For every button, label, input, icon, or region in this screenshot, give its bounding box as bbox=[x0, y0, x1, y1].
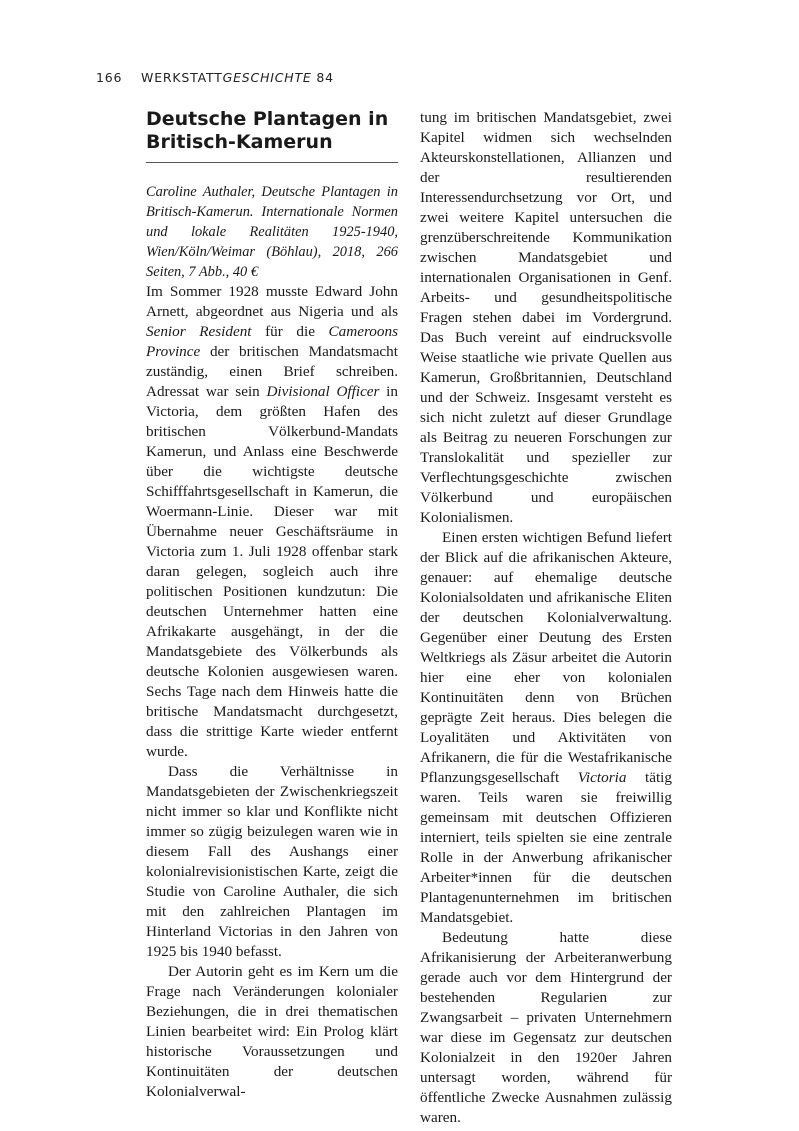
right-column bbox=[420, 108, 672, 1128]
title-rule bbox=[146, 162, 398, 163]
p1-em-divisional-officer: Divisional Officer bbox=[266, 383, 380, 400]
p4-text-a: Einen ersten wichtigen Befund liefert der Blick auf die afrikanischen Akteure, genauer: auf ehemalige deutsche Kolonialsoldaten und afrikanische Eliten der deutschen Kolonialverwaltung. Gegenüber einer Deutung des Ersten Weltkriegs als Zäsur arbeitet die Autorin hier eine eher von kolonialen Kontinuitäten denn von Brüchen geprägte Zeit heraus. Dies belegen die Loyalitäten und Aktivitäten von Afrikanern, die für die Westafrikanische Pflanzungsgesellschaft bbox=[420, 529, 672, 786]
paragraph-1 bbox=[146, 282, 398, 762]
review-citation: Caroline Authaler, Deutsche Plantagen in Britisch-Kamerun. Internationale Normen und lokale Realitäten 1925-1940, Wien/Köln/Weimar (Böhlau), 2018, 266 Seiten, 7 Abb., 40 € bbox=[146, 184, 398, 280]
p1-text-d: in Victoria, dem größten Hafen des britischen Völkerbund-Mandats Kamerun, und Anlass eine Beschwerde über die wichtigste deutsche Schifffahrtsgesellschaft in Kamerun, die Woermann-Linie. Dieser war mit Übernahme neuer Geschäftsräume in Victoria zum 1. Juli 1928 offenbar stark daran gelegen, sogleich auch ihre politischen Positionen kundzutun: Die deutschen Unternehmer hatten eine Afrikakarte ausgehängt, in der die Mandatsgebiete des Völkerbunds als deutsche Kolonien ausgewiesen waren. Sechs Tage nach dem Hinweis hatte die britische Mandatsmacht durchgesetzt, dass die strittige Karte wieder entfernt wurde. bbox=[146, 383, 398, 760]
running-head bbox=[96, 70, 334, 85]
p1-text-b: für die bbox=[251, 323, 329, 340]
article-title bbox=[146, 108, 398, 154]
paragraph-2: Dass die Verhältnisse in Mandatsgebieten der Zwischenkriegszeit nicht immer so klar und Konflikte nicht immer so zügig beizulegen waren wie in diesem Fall des Aushangs einer kolonialrevisionistischen Karte, zeigt die Studie von Caroline Authaler, die sich mit den zahlreichen Plantagen im Hinterland Victorias in den Jahren von 1925 bis 1940 befasst. bbox=[146, 763, 398, 960]
p1-text-c: der britischen Mandatsmacht zuständig, einen Brief schreiben. Adressat war sein bbox=[146, 343, 398, 400]
issue-number: 84 bbox=[316, 70, 334, 85]
p1-em-cameroons-province: Cameroons Province bbox=[146, 323, 399, 360]
paragraph-3-continued: tung im britischen Mandatsgebiet, zwei Kapitel widmen sich wechselnden Akteurskonstellationen, Allianzen und der resultierenden Interessendurchsetzung vor Ort, und zwei weitere Kapitel untersuchen die grenzüberschreitende Kommunikation zwischen Mandatsgebiet und internationalen Organisationen in Genf. Arbeits- und gesundheitspolitische Fragen stehen dabei im Vordergrund. Das Buch vereint auf eindrucksvolle Weise staatliche wie private Quellen aus Kamerun, Großbritannien, Deutschland und der Schweiz. Insgesamt versteht es sich nicht zuletzt auf dieser Grundlage als Beitrag zu neueren Forschungen zur Translokalität und spezieller zur Verflechtungsgeschichte zwischen Völkerbund und europäischen Kolonialismen. bbox=[420, 109, 672, 526]
paragraph-3-start: Der Autorin geht es im Kern um die Frage nach Veränderungen kolonialer Beziehungen, die in drei thematischen Linien bearbeitet wird: Ein Prolog klärt historische Voraussetzungen und Kontinuitäten der deutschen Kolonialverwal- bbox=[146, 963, 398, 1100]
left-column bbox=[146, 108, 398, 1102]
title-line-1: Deutsche Plantagen in bbox=[146, 108, 389, 130]
paragraph-5: Bedeutung hatte diese Afrikanisierung der Arbeiteranwerbung gerade auch vor dem Hintergrund der bestehenden Regularien zur Zwangsarbeit – privaten Unternehmern war diese im Gegensatz zur deutschen Kolonialzeit in den 1920er Jahren untersagt worden, während für öffentliche Zwecke Ausnahmen zulässig waren. bbox=[420, 929, 672, 1126]
paragraph-4 bbox=[420, 528, 672, 928]
page-number: 166 bbox=[96, 70, 123, 85]
title-line-2: Britisch-Kamerun bbox=[146, 131, 333, 153]
p1-text-a: Im Sommer 1928 musste Edward John Arnett, abgeordnet aus Nigeria und als bbox=[146, 283, 398, 320]
p4-text-b: tätig waren. Teils waren sie freiwillig gemeinsam mit deutschen Offizieren interniert, teils spielten sie eine zentrale Rolle in der Anwerbung afrikanischer Arbeiter*innen für die deutschen Plantagenunternehmen im britischen Mandatsgebiet. bbox=[420, 769, 672, 926]
p1-em-senior-resident: Senior Resident bbox=[146, 323, 252, 340]
series-prefix: WERKSTATT bbox=[141, 70, 223, 85]
series-italic: GESCHICHTE bbox=[222, 70, 312, 85]
p4-em-victoria: Victoria bbox=[577, 769, 627, 786]
